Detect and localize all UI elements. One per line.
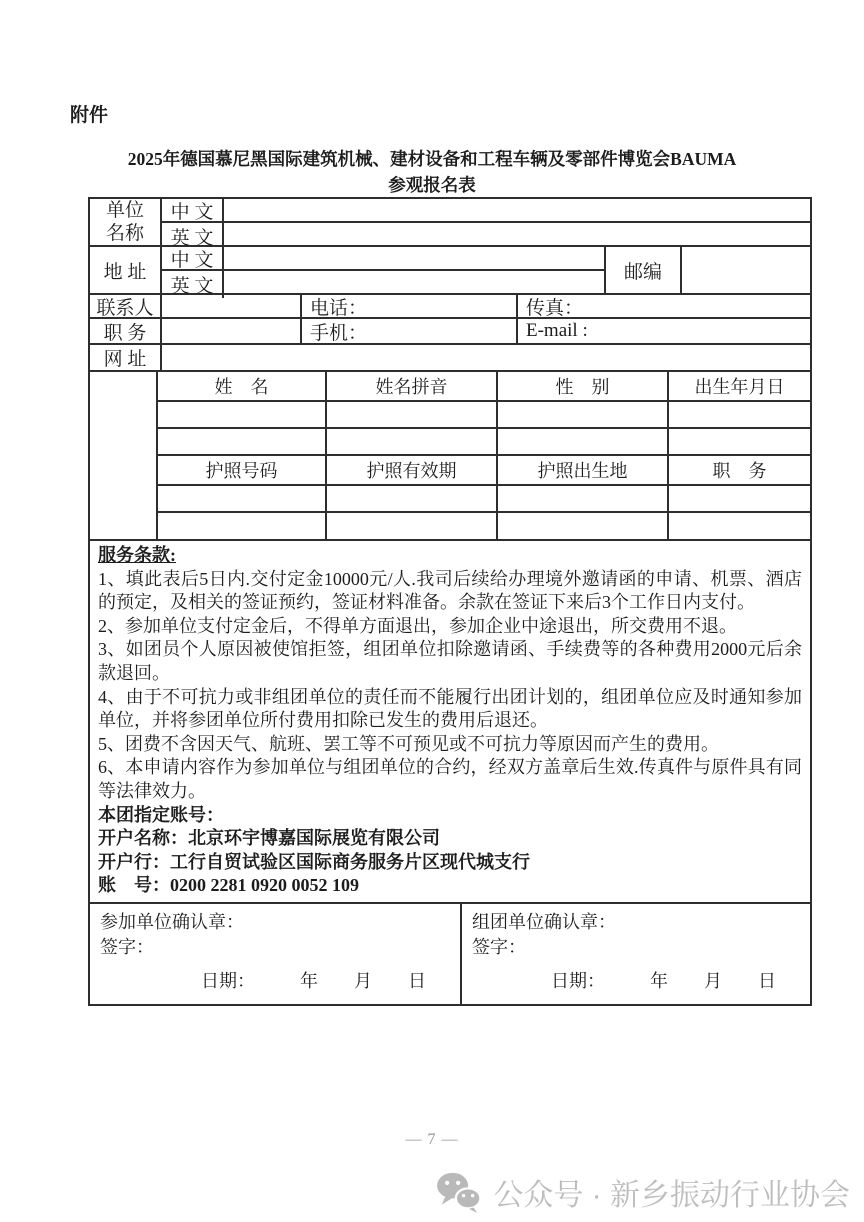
document-title	[0, 146, 864, 198]
watermark-text: 公众号 · 新乡振动行业协会	[493, 1179, 850, 1212]
member-cell	[669, 402, 810, 427]
member-cell	[498, 513, 669, 539]
members-blank-row	[158, 429, 810, 456]
members-blank-row	[158, 513, 810, 539]
postcode-value	[682, 247, 810, 293]
unit-name-cn-label: 中 文	[162, 199, 224, 221]
fax-label: 传真：	[526, 297, 584, 317]
organizer-stamp-label: 组团单位确认章：	[472, 911, 616, 932]
member-cell	[498, 402, 669, 427]
member-cell	[158, 513, 327, 539]
members-header-pinyin: 姓名拼音	[327, 372, 498, 400]
contact-row	[90, 295, 810, 319]
title-line-2: 参观报名表	[388, 175, 476, 195]
unit-name-cn-value	[224, 199, 810, 221]
terms-item-6: 6、本申请内容作为参加单位与组团单位的合约，经双方盖章后生效.传真件与原件具有同等法律效力。	[98, 757, 802, 801]
member-cell	[669, 513, 810, 539]
members-table	[90, 372, 810, 541]
website-value	[162, 345, 810, 370]
member-cell	[327, 402, 498, 427]
member-cell	[669, 486, 810, 511]
members-header-position: 职 务	[712, 461, 767, 481]
participant-sign-label: 签字：	[100, 936, 154, 957]
members-header-passport-birthplace: 护照出生地	[498, 456, 669, 484]
member-cell	[498, 429, 669, 454]
organizer-signature-cell	[462, 904, 810, 1004]
member-cell	[158, 429, 327, 454]
member-cell	[158, 402, 327, 427]
terms-item-3: 3、如团员个人原因被使馆拒签，组团单位扣除邀请函、手续费等的各种费用2000元后余款退回。	[98, 639, 802, 683]
participant-stamp-label: 参加单位确认章：	[100, 911, 244, 932]
page-number: — 7 —	[405, 1131, 459, 1148]
title-line-1: 2025年德国慕尼黑国际建筑机械、建材设备和工程车辆及零部件博览会BAUMA	[127, 149, 737, 169]
address-cn-value	[224, 247, 604, 269]
participant-date-line: 日期： 年 月 日	[201, 970, 426, 991]
position-value	[162, 319, 302, 343]
signature-section	[90, 904, 810, 1004]
email-label: E-mail :	[526, 320, 588, 341]
terms-item-1: 1、填此表后5日内.交付定金10000元/人.我司后续给办理境外邀请函的申请、机票、酒店的预定，及相关的签证预约，签证材料准备。余款在签证下来后3个工作日内支付。	[98, 568, 802, 613]
address-en-label: 英 文	[162, 271, 224, 298]
mobile-label: 手机：	[302, 319, 518, 343]
address-cn-label: 中 文	[162, 247, 224, 269]
wechat-icon	[435, 1171, 483, 1213]
website-row	[90, 345, 810, 372]
postcode-label: 邮编	[606, 247, 682, 293]
member-cell	[327, 513, 498, 539]
organizer-sign-label: 签字：	[472, 936, 526, 957]
members-blank-row	[158, 486, 810, 513]
terms-section	[90, 541, 810, 904]
contact-value	[162, 295, 302, 317]
unit-name-label-line2: 名称	[105, 223, 144, 244]
watermark	[435, 1170, 850, 1214]
account-holder-name: 开户名称：北京环宇博嘉国际展览有限公司	[98, 828, 440, 849]
unit-name-label-line1: 单位	[105, 200, 144, 221]
unit-name-label	[90, 199, 162, 245]
position-row	[90, 319, 810, 345]
phone-label: 电话：	[302, 295, 518, 317]
unit-name-en-label: 英 文	[162, 223, 224, 250]
members-header-name: 姓 名	[158, 372, 327, 400]
address-en-value	[224, 271, 604, 298]
member-cell	[158, 486, 327, 511]
unit-name-en-value	[224, 223, 810, 250]
members-left-spacer	[90, 372, 158, 539]
terms-item-2: 2、参加单位支付定金后，不得单方面退出，参加企业中途退出，所交费用不退。	[98, 615, 737, 636]
member-cell	[669, 429, 810, 454]
position-label: 职 务	[90, 319, 162, 343]
website-label: 网 址	[90, 345, 162, 370]
members-header-passport-expiry: 护照有效期	[327, 456, 498, 484]
members-header-birthdate: 出生年月日	[694, 377, 785, 397]
participant-signature-cell	[90, 904, 462, 1004]
contact-label: 联系人	[90, 295, 162, 317]
members-blank-row	[158, 402, 810, 429]
unit-name-section	[90, 199, 810, 247]
members-header-gender: 性 别	[498, 372, 669, 400]
account-bank: 开户行：工行自贸试验区国际商务服务片区现代城支行	[98, 851, 530, 872]
account-number: 账 号：0200 2281 0920 0052 109	[98, 875, 359, 896]
account-heading: 本团指定账号：	[98, 804, 224, 825]
attachment-label: 附件	[70, 105, 109, 126]
terms-heading: 服务条款:	[98, 545, 176, 565]
address-section	[90, 247, 810, 295]
terms-item-4: 4、由于不可抗力或非组团单位的责任而不能履行出团计划的，组团单位应及时通知参加单位，并将参团单位所付费用扣除已发生的费用后退还。	[98, 686, 802, 731]
member-cell	[327, 486, 498, 511]
registration-form-table	[88, 197, 812, 1006]
member-cell	[327, 429, 498, 454]
member-cell	[498, 486, 669, 511]
members-header-passport-no: 护照号码	[158, 456, 327, 484]
terms-item-5: 5、团费不含因天气、航班、罢工等不可预见或不可抗力等原因而产生的费用。	[98, 733, 719, 754]
address-label: 地 址	[90, 247, 162, 293]
organizer-date-line: 日期： 年 月 日	[551, 970, 776, 991]
